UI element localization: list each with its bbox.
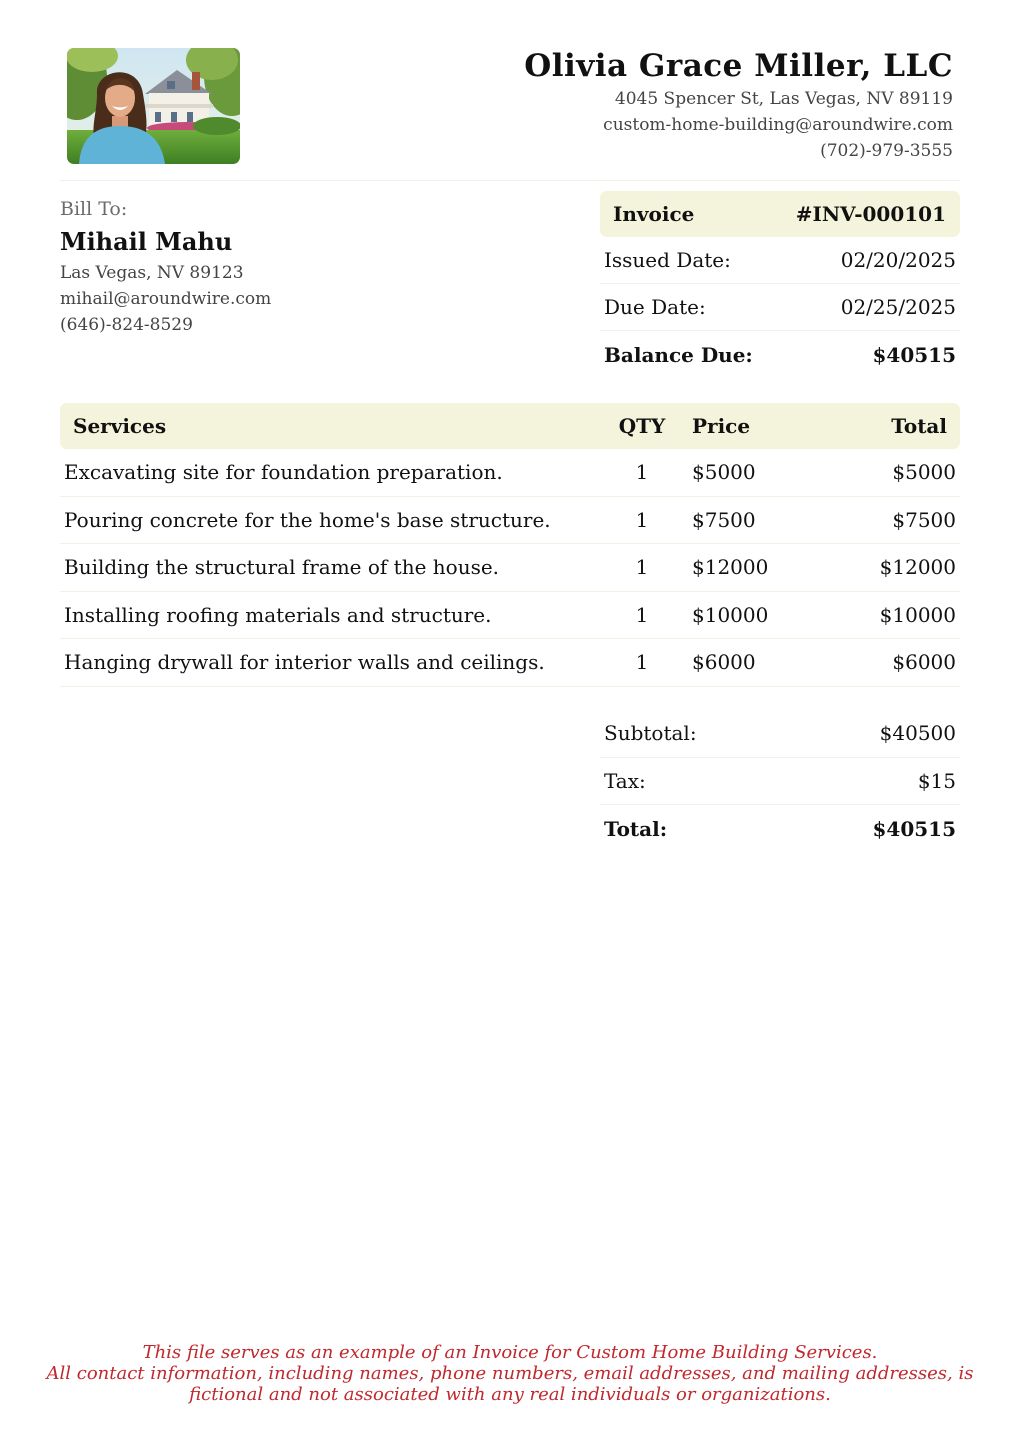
tax-value: $15 [917,768,956,793]
header-services: Services [73,414,167,438]
company-name: Olivia Grace Miller, LLC [524,48,953,84]
total-label: Total: [604,816,668,841]
total-value: $40515 [872,816,956,841]
balance-due-label: Balance Due: [604,342,753,367]
service-price: $10000 [692,602,769,627]
header-price: Price [692,414,751,438]
company-info [524,46,953,164]
table-row [60,497,960,545]
issued-date-label: Issued Date: [604,248,731,272]
service-price: $6000 [692,650,756,675]
service-description: Pouring concrete for the home's base structure. [64,507,551,532]
client-name: Mihail Mahu [60,227,233,256]
service-qty: 1 [635,460,649,485]
service-description: Excavating site for foundation preparation. [64,460,503,485]
service-price: $12000 [692,555,769,580]
due-date-value: 02/25/2025 [840,295,956,319]
invoice-number: #INV-000101 [795,202,946,226]
service-price: $5000 [692,460,756,485]
due-date-row [600,284,960,331]
services-table-header [60,403,960,449]
header-divider [60,180,960,181]
subtotal-row [600,710,960,758]
tax-row [600,758,960,806]
bill-to-label: Bill To: [60,198,128,220]
balance-due-value: $40515 [872,342,956,367]
service-price: $7500 [692,507,756,532]
service-total: $12000 [879,555,956,580]
totals-section [600,710,960,853]
services-table [60,403,960,687]
issued-date-row [600,237,960,284]
issued-date-value: 02/20/2025 [840,248,956,272]
table-row [60,639,960,687]
service-total: $5000 [892,460,956,485]
header-qty: QTY [618,414,666,438]
client-phone: (646)-824-8529 [60,315,193,335]
service-qty: 1 [635,507,649,532]
client-address: Las Vegas, NV 89123 [60,263,244,283]
service-qty: 1 [635,555,649,580]
company-phone: (702)-979-3555 [820,141,953,161]
disclaimer-line-1: This file serves as an example of an Invoice for Custom Home Building Services. [142,1342,878,1363]
service-total: $7500 [892,507,956,532]
subtotal-label: Subtotal: [604,721,697,746]
client-email: mihail@aroundwire.com [60,289,272,309]
tax-label: Tax: [604,768,646,793]
subtotal-value: $40500 [879,721,956,746]
service-total: $6000 [892,650,956,675]
company-address: 4045 Spencer St, Las Vegas, NV 89119 [614,89,953,109]
service-qty: 1 [635,602,649,627]
disclaimer-footnote [0,1342,1020,1405]
service-qty: 1 [635,650,649,675]
header-total: Total [891,414,947,438]
total-row [600,805,960,853]
company-email: custom-home-building@aroundwire.com [603,115,953,135]
invoice-label: Invoice [613,202,695,226]
invoice-header [600,191,960,237]
table-row [60,592,960,640]
disclaimer-line-3: fictional and not associated with any real individuals or organizations. [189,1384,831,1405]
due-date-label: Due Date: [604,295,706,319]
service-description: Hanging drywall for interior walls and ceilings. [64,650,545,675]
invoice-meta [600,191,960,378]
service-description: Installing roofing materials and structure. [64,602,492,627]
service-total: $10000 [879,602,956,627]
table-row [60,449,960,497]
service-description: Building the structural frame of the house. [64,555,500,580]
disclaimer-line-2: All contact information, including names, phone numbers, email addresses, and mailing addresses, is [46,1363,974,1384]
balance-due-row [600,331,960,378]
bill-to-section [60,196,271,338]
company-logo-image [67,48,240,164]
table-row [60,544,960,592]
